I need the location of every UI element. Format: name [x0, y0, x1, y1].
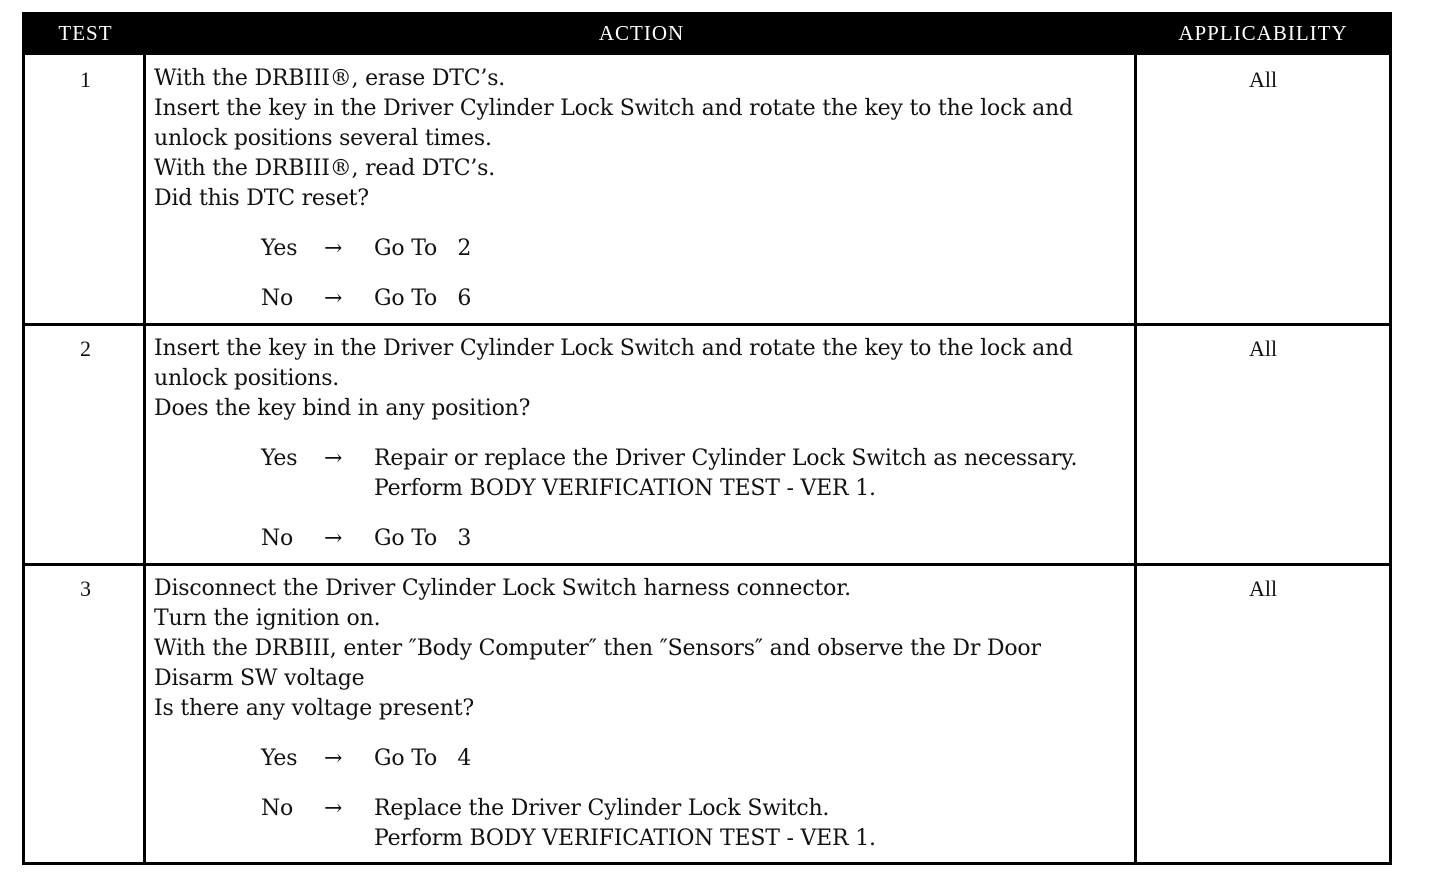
arrow-icon: → — [324, 286, 343, 311]
answer-label: No — [261, 286, 294, 311]
header-applicability: APPLICABILITY — [1178, 21, 1348, 45]
arrow-icon: → — [324, 796, 343, 821]
action-line: Disconnect the Driver Cylinder Lock Switch harness connector. — [154, 576, 851, 601]
outcome-result: Go To 6 — [374, 286, 472, 311]
header-action: ACTION — [598, 21, 685, 45]
action-line: Insert the key in the Driver Cylinder Lock Switch and rotate the key to the lock and — [154, 336, 1073, 361]
answer-label: Yes — [261, 446, 298, 471]
test-number: 3 — [80, 576, 91, 601]
action-line: With the DRBIII, enter ″Body Computer″ then ″Sensors″ and observe the Dr Door — [154, 636, 1041, 661]
action-text — [154, 334, 1134, 554]
applicability-value: All — [1248, 576, 1278, 601]
action-text — [154, 64, 1134, 314]
action-line: Disarm SW voltage — [154, 666, 365, 691]
outcome-result: Perform BODY VERIFICATION TEST - VER 1. — [374, 826, 876, 851]
diagnostic-test-table — [22, 12, 1392, 865]
action-text — [154, 574, 1134, 854]
action-line: Is there any voltage present? — [154, 696, 474, 721]
outcome-no — [154, 284, 1134, 314]
table-row — [25, 326, 1389, 563]
test-number: 1 — [80, 67, 91, 92]
outcome-no — [154, 794, 1134, 824]
action-line: unlock positions. — [154, 366, 340, 391]
outcome-yes — [154, 744, 1134, 774]
action-line: Turn the ignition on. — [154, 606, 381, 631]
outcome-yes — [154, 444, 1134, 474]
test-number: 2 — [80, 336, 91, 361]
table-header — [25, 15, 1389, 55]
outcome-continuation — [154, 474, 1134, 504]
outcome-no — [154, 524, 1134, 554]
arrow-icon: → — [324, 526, 343, 551]
outcome-result: Go To 3 — [374, 526, 472, 551]
action-line: unlock positions several times. — [154, 126, 492, 151]
applicability-value: All — [1248, 67, 1278, 92]
outcome-result: Go To 4 — [374, 746, 472, 771]
action-line: With the DRBIII®, erase DTC’s. — [154, 66, 506, 91]
arrow-icon: → — [324, 746, 343, 771]
action-line: Insert the key in the Driver Cylinder Lock Switch and rotate the key to the lock and — [154, 96, 1073, 121]
outcome-result: Perform BODY VERIFICATION TEST - VER 1. — [374, 476, 876, 501]
outcome-yes — [154, 234, 1134, 264]
answer-label: No — [261, 796, 294, 821]
answer-label: Yes — [261, 236, 298, 261]
outcome-result: Replace the Driver Cylinder Lock Switch. — [374, 796, 830, 821]
outcome-result: Go To 2 — [374, 236, 472, 261]
table-row — [25, 55, 1389, 323]
applicability-value: All — [1248, 336, 1278, 361]
action-line: Does the key bind in any position? — [154, 396, 531, 421]
arrow-icon: → — [324, 236, 343, 261]
outcome-continuation — [154, 824, 1134, 854]
table-row — [25, 566, 1389, 862]
action-line: Did this DTC reset? — [154, 186, 369, 211]
action-line: With the DRBIII®, read DTC’s. — [154, 156, 496, 181]
header-test: TEST — [58, 21, 113, 45]
answer-label: No — [261, 526, 294, 551]
answer-label: Yes — [261, 746, 298, 771]
arrow-icon: → — [324, 446, 343, 471]
outcome-result: Repair or replace the Driver Cylinder Lock Switch as necessary. — [374, 446, 1078, 471]
